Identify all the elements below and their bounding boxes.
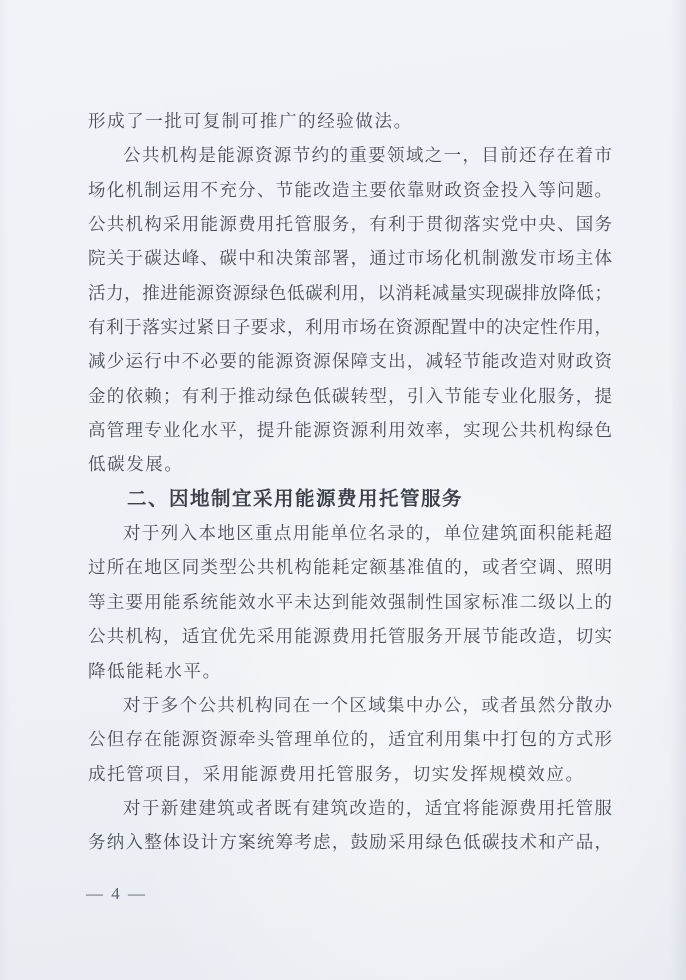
text-line: 等主要用能系统能效水平未达到能效强制性国家标准二级以上的 bbox=[88, 591, 612, 612]
text-line: 金的依赖；有利于推动绿色低碳转型，引入节能专业化服务，提 bbox=[88, 385, 612, 406]
text-line: 形成了一批可复制可推广的经验做法。 bbox=[88, 111, 413, 131]
text-line: 低碳发展。 bbox=[88, 454, 184, 475]
text-line: 高管理专业化水平，提升能源资源利用效率，实现公共机构绿色 bbox=[88, 420, 612, 441]
text-line: 公共机构是能源资源节约的重要领域之一，目前还存在着市 bbox=[123, 145, 612, 166]
text-line: 减少运行中不必要的能源资源保障支出，减轻节能改造对财政资 bbox=[88, 351, 612, 372]
text-line: 活力，推进能源资源绿色低碳利用，以消耗减量实现碳排放降低； bbox=[88, 282, 612, 303]
text-line: 公共机构采用能源费用托管服务，有利于贯彻落实党中央、国务 bbox=[88, 214, 612, 235]
text-line: 场化机制运用不充分、节能改造主要依靠财政资金投入等问题。 bbox=[88, 179, 612, 200]
document-body bbox=[88, 104, 612, 860]
page-number: — 4 — bbox=[86, 884, 147, 903]
text-line: 对于新建建筑或者既有建筑改造的，适宜将能源费用托管服 bbox=[123, 797, 612, 818]
text-line: 对于列入本地区重点用能单位名录的，单位建筑面积能耗超 bbox=[123, 523, 612, 544]
text-line: 对于多个公共机构同在一个区域集中办公，或者虽然分散办 bbox=[123, 694, 612, 715]
section-heading: 二、因地制宜采用能源费用托管服务 bbox=[127, 487, 464, 510]
text-line: 有利于落实过紧日子要求，利用市场在资源配置中的决定性作用， bbox=[88, 317, 612, 338]
text-line: 院关于碳达峰、碳中和决策部署，通过市场化机制激发市场主体 bbox=[88, 248, 612, 269]
text-line: 成托管项目，采用能源费用托管服务，切实发挥规模效应。 bbox=[88, 763, 585, 784]
text-line: 公共机构，适宜优先采用能源费用托管服务开展节能改造，切实 bbox=[88, 626, 612, 647]
text-line: 务纳入整体设计方案统筹考虑，鼓励采用绿色低碳技术和产品， bbox=[88, 832, 612, 853]
text-line: 过所在地区同类型公共机构能耗定额基准值的，或者空调、照明 bbox=[88, 557, 612, 578]
text-line: 公但存在能源资源牵头管理单位的，适宜利用集中打包的方式形 bbox=[88, 729, 612, 750]
text-line: 降低能耗水平。 bbox=[88, 660, 222, 681]
